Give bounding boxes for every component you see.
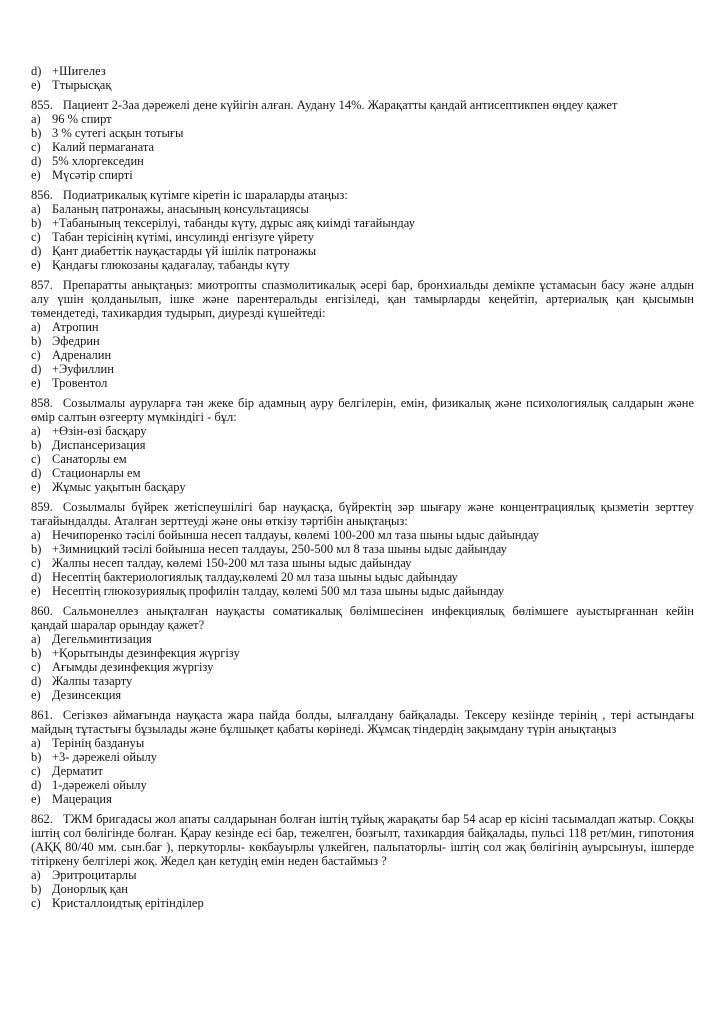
- option-text: Эфедрин: [52, 334, 100, 348]
- answer-option: [31, 632, 694, 646]
- option-letter: c): [31, 452, 41, 466]
- option-letter: d): [31, 154, 42, 168]
- answer-option: [31, 792, 694, 806]
- option-letter: b): [31, 334, 42, 348]
- option-text: Жалпы тазарту: [52, 674, 133, 688]
- option-letter: a): [31, 632, 41, 646]
- leading-options-block: [31, 64, 694, 92]
- answer-option: [31, 348, 694, 362]
- question-text: Сегізкөз аймағында науқаста жара пайда болды, ылғалдану байқалады. Тексеру кезіінде терінің , тері астындағы майдың тұтастығы бұзылады және бұлшықет қабаты көрінеді. Жұмсақ тіндердің зақымдану түрін анықтаңыз: [31, 708, 694, 736]
- option-text: +3- дәрежелі ойылу: [52, 750, 157, 764]
- option-letter: d): [31, 674, 42, 688]
- answer-option: [31, 424, 694, 438]
- option-text: 1-дәрежелі ойылу: [52, 778, 147, 792]
- option-text: +Өзін-өзі басқару: [52, 424, 147, 438]
- question-text: Сальмонеллез анықталған науқасты соматикалық бөлімшесінен инфекциялық бөлімшеге ауыстырғаннан кейін қандай шаралар орындау қажет?: [31, 604, 694, 632]
- option-text: +Эуфиллин: [52, 362, 114, 376]
- answer-option: [31, 334, 694, 348]
- answer-option: [31, 868, 694, 882]
- option-text: Кристаллоидтық ерітінділер: [52, 896, 204, 910]
- question-block: [31, 188, 694, 272]
- option-text: Мацерация: [52, 792, 112, 806]
- option-text: Тровентол: [52, 376, 108, 390]
- answer-option: [31, 750, 694, 764]
- answer-option: [31, 452, 694, 466]
- question-block: [31, 98, 694, 182]
- answer-option: [31, 570, 694, 584]
- option-letter: c): [31, 230, 41, 244]
- option-letter: e): [31, 584, 41, 598]
- question-number: 861.: [31, 708, 53, 722]
- option-letter: d): [31, 362, 42, 376]
- option-letter: b): [31, 216, 42, 230]
- question-block: [31, 396, 694, 494]
- answer-option: [31, 376, 694, 390]
- question-text: ТЖМ бригадасы жол апаты салдарынан болған іштің тұйық жарақаты бар 54 асар ер кісіні тасымалдап жатыр. Соққы іштің сол бөлігінде болған. Қарау кезінде есі бар, тежелген, бозғылт, тахикардия байқалады, пульсі 118 рет/мин, гипотония (АҚҚ 80/40 мм. сын.бағ ), перкуторлы- көкбауырлы үлкейген, пальпаторлы- іштің сол жақ бөлігінің ауырсынуы, ішперде тітіркену белгілері жоқ. Жедел қан кетудің емін неден бастаймыз ?: [31, 812, 694, 868]
- answer-option: [31, 674, 694, 688]
- option-text: +Зимницкий тәсілі бойынша несеп талдауы, 250-500 мл 8 таза шыны ыдыс дайындау: [52, 542, 507, 556]
- option-letter: c): [31, 660, 41, 674]
- option-letter: a): [31, 112, 41, 126]
- answer-option: [31, 660, 694, 674]
- option-letter: a): [31, 320, 41, 334]
- option-text: Қант диабеттік науқастарды үй ішілік патронажы: [52, 244, 317, 258]
- question-number: 862.: [31, 812, 53, 826]
- answer-option: [31, 320, 694, 334]
- question-text: Препаратты анықтаңыз: миотропты спазмолитикалық әсері бар, бронхиальды демікпе ұстамасын басу және алдын алу үшін қолданылып, ішке және парентеральды енгізіледі, қан тамырларды кеңейтіп, артериалық қан қысымын төмендетеді, тахикардия тудырып, диурезді күшейтеді:: [31, 278, 694, 320]
- option-letter: a): [31, 202, 41, 216]
- option-letter: e): [31, 258, 41, 272]
- question-block: [31, 812, 694, 910]
- answer-option: [31, 216, 694, 230]
- option-text: Баланың патронажы, анасының консультациясы: [52, 202, 309, 216]
- option-text: +Қорытынды дезинфекция жүргізу: [52, 646, 240, 660]
- option-text: Эритроцитарлы: [52, 868, 137, 882]
- answer-option: [31, 126, 694, 140]
- option-letter: e): [31, 168, 41, 182]
- option-text: Стационарлы ем: [52, 466, 141, 480]
- option-text: 3 % сутегі асқын тотығы: [52, 126, 184, 140]
- option-text: Санаторлы ем: [52, 452, 127, 466]
- option-letter: c): [31, 140, 41, 154]
- question-stem: [31, 812, 694, 868]
- option-text: Терінің баздануы: [52, 736, 145, 750]
- option-text: Жалпы несеп талдау, көлемі 150-200 мл таза шыны ыдыс дайындау: [52, 556, 412, 570]
- option-text: Табан терісінің күтімі, инсулинді енгізуге үйрету: [52, 230, 314, 244]
- option-letter: c): [31, 348, 41, 362]
- option-letter: e): [31, 78, 41, 92]
- question-block: [31, 708, 694, 806]
- option-letter: b): [31, 542, 42, 556]
- answer-option: [31, 882, 694, 896]
- option-letter: d): [31, 778, 42, 792]
- option-letter: a): [31, 528, 41, 542]
- option-letter: b): [31, 646, 42, 660]
- answer-option: [31, 736, 694, 750]
- question-text: Созылмалы бүйрек жетіспеушілігі бар науқасқа, бүйректің зәр шығару және концентрациялық қызметін зерттеу тағайындалды. Аталған зерттеуді және оны өткізу тәртібін анықтаңыз:: [31, 500, 694, 528]
- option-letter: b): [31, 126, 42, 140]
- option-text: Мүсәтір спирті: [52, 168, 133, 182]
- answer-option: [31, 202, 694, 216]
- option-text: Адреналин: [52, 348, 112, 362]
- option-text: Қандағы глюкозаны қадағалау, табанды күту: [52, 258, 290, 272]
- option-text: Донорлық қан: [52, 882, 128, 896]
- question-stem: [31, 188, 694, 202]
- question-block: [31, 278, 694, 390]
- question-stem: [31, 604, 694, 632]
- option-text: Нечипоренко тәсілі бойынша несеп талдауы, көлемі 100-200 мл таза шыны ыдыс дайындау: [52, 528, 540, 542]
- answer-option: [31, 112, 694, 126]
- option-text: Жұмыс уақытын басқару: [52, 480, 186, 494]
- option-letter: c): [31, 556, 41, 570]
- answer-option: [31, 78, 694, 92]
- option-letter: c): [31, 896, 41, 910]
- option-text: Атропин: [52, 320, 99, 334]
- question-stem: [31, 500, 694, 528]
- option-letter: b): [31, 882, 42, 896]
- question-stem: [31, 278, 694, 320]
- answer-option: [31, 556, 694, 570]
- option-letter: e): [31, 480, 41, 494]
- question-number: 857.: [31, 278, 53, 292]
- question-block: [31, 604, 694, 702]
- answer-option: [31, 528, 694, 542]
- question-text: Пациент 2-3аа дәрежелі дене күйігін алған. Аудану 14%. Жарақатты қандай антисептикпен өңдеу қажет: [62, 98, 618, 112]
- answer-option: [31, 584, 694, 598]
- option-letter: a): [31, 736, 41, 750]
- option-text: +Шигелез: [52, 64, 106, 78]
- question-number: 858.: [31, 396, 53, 410]
- answer-option: [31, 542, 694, 556]
- option-letter: a): [31, 424, 41, 438]
- option-letter: e): [31, 792, 41, 806]
- answer-option: [31, 140, 694, 154]
- answer-option: [31, 154, 694, 168]
- answer-option: [31, 646, 694, 660]
- answer-option: [31, 230, 694, 244]
- option-text: Ттырысқақ: [52, 78, 112, 92]
- option-text: Дезинсекция: [52, 688, 122, 702]
- option-letter: e): [31, 376, 41, 390]
- option-text: 96 % спирт: [52, 112, 112, 126]
- question-number: 860.: [31, 604, 53, 618]
- question-number: 855.: [31, 98, 53, 112]
- option-letter: c): [31, 764, 41, 778]
- answer-option: [31, 688, 694, 702]
- question-number: 856.: [31, 188, 53, 202]
- question-number: 859.: [31, 500, 53, 514]
- question-stem: [31, 708, 694, 736]
- answer-option: [31, 168, 694, 182]
- option-letter: d): [31, 64, 42, 78]
- option-text: Ағымды дезинфекция жүргізу: [52, 660, 214, 674]
- option-letter: b): [31, 750, 42, 764]
- answer-option: [31, 64, 694, 78]
- question-text: Созылмалы ауруларға тән жеке бір адамның ауру белгілерін, емін, физикалық және психологиялық салдарын және өмір салтын өзгеерту мүмкіндігі - бұл:: [31, 396, 694, 424]
- answer-option: [31, 896, 694, 910]
- answer-option: [31, 438, 694, 452]
- option-text: Калий пермаганата: [52, 140, 154, 154]
- option-letter: d): [31, 244, 42, 258]
- option-text: Дерматит: [52, 764, 103, 778]
- option-text: Несептің глюкозуриялық профилін талдау, көлемі 500 мл таза шыны ыдыс дайындау: [52, 584, 505, 598]
- question-stem: [31, 396, 694, 424]
- question-block: [31, 500, 694, 598]
- answer-option: [31, 466, 694, 480]
- option-text: Дегельминтизация: [52, 632, 152, 646]
- option-letter: e): [31, 688, 41, 702]
- answer-option: [31, 258, 694, 272]
- option-text: 5% хлоргекседин: [52, 154, 144, 168]
- option-letter: d): [31, 466, 42, 480]
- option-letter: b): [31, 438, 42, 452]
- question-text: Подиатрикалық күтімге кіретін іс шараларды атаңыз:: [62, 188, 348, 202]
- question-stem: [31, 98, 694, 112]
- answer-option: [31, 362, 694, 376]
- option-letter: a): [31, 868, 41, 882]
- answer-option: [31, 764, 694, 778]
- test-questions-content: [31, 64, 694, 910]
- answer-option: [31, 778, 694, 792]
- option-letter: d): [31, 570, 42, 584]
- answer-option: [31, 480, 694, 494]
- answer-option: [31, 244, 694, 258]
- option-text: Диспансеризация: [52, 438, 146, 452]
- option-text: +Табанының тексерілуі, табанды күту, дұрыс аяқ киімді тағайындау: [52, 216, 415, 230]
- option-text: Несептің бактериологиялық талдау,көлемі 20 мл таза шыны ыдыс дайындау: [52, 570, 458, 584]
